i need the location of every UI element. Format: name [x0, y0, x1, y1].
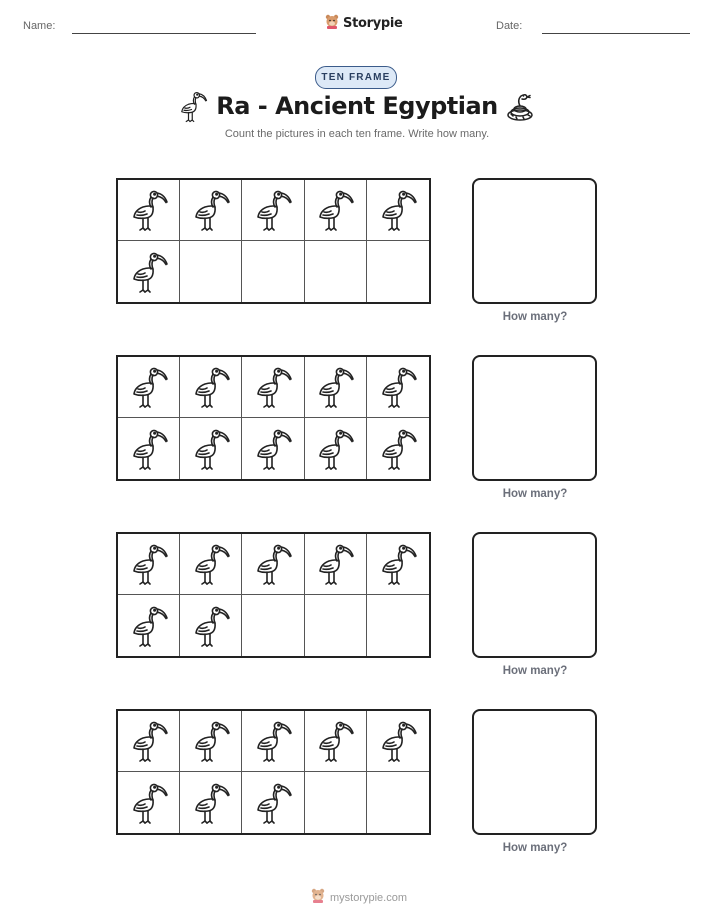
ten-frame — [116, 532, 431, 658]
ibis-bird-icon — [129, 719, 169, 763]
problem-4 — [0, 709, 714, 869]
frame-cell — [118, 711, 180, 772]
ibis-bird-icon — [191, 188, 231, 232]
frame-cell — [118, 357, 180, 418]
answer-box[interactable] — [472, 709, 597, 835]
frame-cell — [242, 418, 304, 479]
frame-cell — [305, 595, 367, 656]
frame-cell — [367, 534, 429, 595]
ibis-bird-icon — [378, 427, 418, 471]
frame-cell — [367, 357, 429, 418]
ten-frame — [116, 355, 431, 481]
frame-cell — [180, 418, 242, 479]
frame-cell — [180, 241, 242, 302]
ibis-bird-icon — [378, 188, 418, 232]
frame-cell — [118, 772, 180, 833]
ibis-bird-icon — [378, 542, 418, 586]
name-field[interactable] — [72, 33, 256, 34]
ibis-bird-icon — [129, 250, 169, 294]
frame-cell — [180, 357, 242, 418]
frame-cell — [180, 595, 242, 656]
ibis-bird-icon — [191, 542, 231, 586]
ibis-bird-icon — [129, 188, 169, 232]
ibis-bird-icon — [191, 604, 231, 648]
frame-cell — [180, 534, 242, 595]
frame-cell — [180, 711, 242, 772]
frame-cell — [242, 357, 304, 418]
ibis-bird-icon — [253, 427, 293, 471]
brand-name: Storypie — [343, 16, 403, 31]
frame-cell — [118, 534, 180, 595]
frame-cell — [367, 595, 429, 656]
frame-cell — [118, 241, 180, 302]
frame-cell — [305, 418, 367, 479]
ibis-bird-icon — [315, 719, 355, 763]
frame-cell — [242, 534, 304, 595]
answer-box[interactable] — [472, 532, 597, 658]
ibis-bird-icon — [315, 188, 355, 232]
frame-cell — [242, 241, 304, 302]
frame-cell — [305, 711, 367, 772]
problem-2 — [0, 355, 714, 515]
answer-box[interactable] — [472, 355, 597, 481]
worksheet-type-badge: TEN FRAME — [315, 66, 397, 89]
ibis-bird-icon — [129, 604, 169, 648]
frame-cell — [180, 180, 242, 241]
frame-cell — [305, 772, 367, 833]
ten-frame — [116, 709, 431, 835]
ibis-bird-icon — [191, 781, 231, 825]
ibis-bird-icon — [253, 542, 293, 586]
ibis-bird-icon — [129, 427, 169, 471]
ibis-bird-icon — [315, 427, 355, 471]
answer-box[interactable] — [472, 178, 597, 304]
ibis-bird-icon — [378, 365, 418, 409]
answer-label: How many? — [502, 665, 568, 677]
frame-cell — [305, 357, 367, 418]
ibis-bird-icon — [253, 719, 293, 763]
frame-cell — [305, 180, 367, 241]
frame-cell — [305, 534, 367, 595]
ibis-bird-icon — [253, 781, 293, 825]
footer — [310, 887, 407, 908]
ibis-bird-icon — [315, 365, 355, 409]
frame-cell — [367, 180, 429, 241]
name-label: Name: — [23, 20, 56, 32]
problem-3 — [0, 532, 714, 692]
footer-url: mystorypie.com — [330, 891, 408, 904]
frame-cell — [180, 772, 242, 833]
frame-cell — [367, 418, 429, 479]
ibis-bird-icon — [378, 719, 418, 763]
page-title: Ra - Ancient Egyptian — [216, 92, 498, 120]
brand-logo — [324, 13, 403, 34]
ibis-bird-icon — [129, 365, 169, 409]
date-field[interactable] — [542, 33, 690, 34]
frame-cell — [242, 772, 304, 833]
answer-label: How many? — [502, 842, 568, 854]
ibis-bird-icon — [129, 542, 169, 586]
snake-icon — [505, 91, 535, 128]
frame-cell — [367, 241, 429, 302]
frame-cell — [242, 595, 304, 656]
frame-cell — [118, 595, 180, 656]
date-label: Date: — [496, 20, 523, 32]
ten-frame — [116, 178, 431, 304]
instructions: Count the pictures in each ten frame. Write how many. — [224, 128, 490, 140]
frame-cell — [367, 772, 429, 833]
frame-cell — [367, 711, 429, 772]
answer-label: How many? — [502, 488, 568, 500]
frame-cell — [118, 418, 180, 479]
frame-cell — [118, 180, 180, 241]
frame-cell — [242, 711, 304, 772]
ibis-bird-icon — [253, 365, 293, 409]
title-row — [0, 90, 714, 126]
frame-cell — [242, 180, 304, 241]
ibis-bird-icon — [129, 781, 169, 825]
problem-1 — [0, 178, 714, 338]
answer-label: How many? — [502, 311, 568, 323]
ibis-bird-icon — [191, 719, 231, 763]
ibis-bird-icon — [253, 188, 293, 232]
frame-cell — [305, 241, 367, 302]
ibis-bird-icon — [191, 365, 231, 409]
ibis-bird-icon — [191, 427, 231, 471]
bear-mascot-icon — [324, 13, 340, 34]
ibis-bird-icon — [315, 542, 355, 586]
bear-mascot-icon — [310, 887, 326, 908]
